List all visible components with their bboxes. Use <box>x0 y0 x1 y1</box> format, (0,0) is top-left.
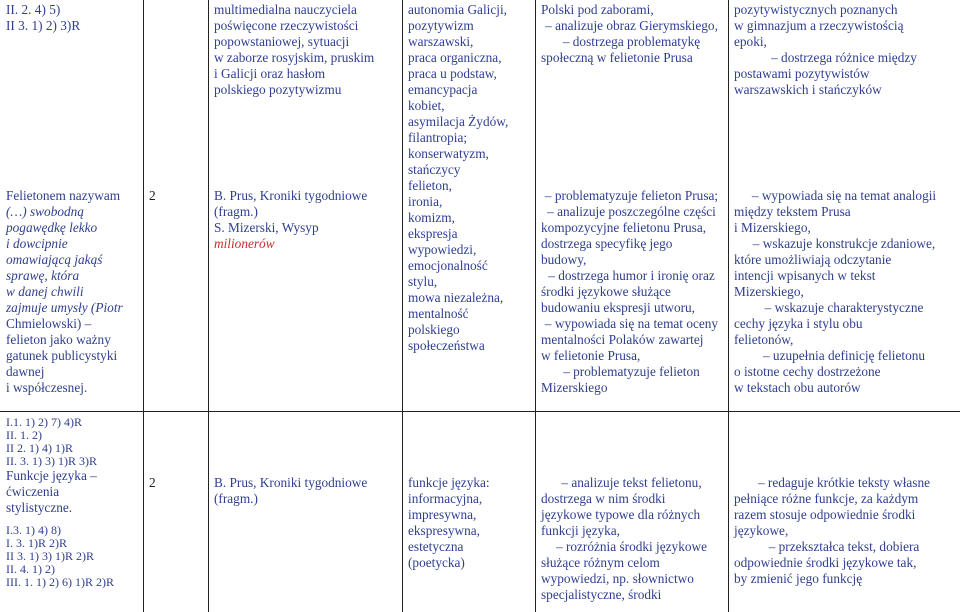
row1-topic-top: multimedialna nauczyciela poświęcone rzeczywistości popowstaniowej, sytuacji w zaborze rosyjskim, pruskim i Galicji oraz hasłom polskiego pozytywizmu <box>214 2 375 97</box>
row2-basic: – analizuje tekst felietonu, dostrzega w nim środki językowe typowe dla różnych funkcji języka, – rozróżnia środki językowe służące różnym celom wypowiedzi, np. słownictwo specjalistyczne, środki <box>541 475 707 602</box>
row1-extended: – wypowiada się na temat analogii między tekstem Prusa i Mizerskiego, – wskazuje konstrukcje zdaniowe, które umożliwiają odczytanie intencji wpisanych w tekst Mizerskiego, – wskazuje charakterystyczne cechy języka i stylu obu felietonów, – uzupełnia definicję felietonu o istotne cechy dostrzeżone w tekstach obu autorów <box>734 188 937 395</box>
row2-concepts: funkcje języka: informacyjna, impresywna, ekspresywna, estetyczna (poetycka) <box>408 475 490 570</box>
row1-hours: 2 <box>149 188 156 203</box>
row1-texts: B. Prus, Kroniki tygodniowe (fragm.) S. Mizerski, Wysyp milionerów <box>214 188 368 251</box>
row2-hours: 2 <box>149 475 156 490</box>
row1-concepts-top: autonomia Galicji, pozytywizm warszawski, praca organiczna, praca u podstaw, emancypacja kobiet, asymilacja Żydów, filantropia; konserwatyzm, stańczycy felieton, ironia, komizm, ekspresja wypowiedzi, emocjonalność stylu, mowa niezależna, mentalność polskiego społeczeństwa <box>408 2 509 353</box>
row1-definition: Felietonem nazywam (…) swobodną pogawędkę lekko i dowcipnie omawiającą jakąś sprawę, która w danej chwili zajmuje umysły (Piotr Chmielowski) – felieton jako ważny gatunek publicystyki dawnej i współczesnej. <box>6 188 123 395</box>
column-hours <box>143 0 208 612</box>
row1-extended-top: pozytywistycznych poznanych w gimnazjum a rzeczywistością epoki, – dostrzega różnice między postawami pozytywistów warszawskich i stańczyków <box>734 2 917 97</box>
row2-topic: I.1. 1) 2) 7) 4)R II. 1. 2) II 2. 1) 4) 1)R II. 3. 1) 3) 1)R 3)R Funkcje języka – ćwiczenia stylistyczne. I.3. 1) 4) 8) I. 3. 1)R 2)R II 3. 1) 3) 1)R 2)R II. 4. 1) 2) III. 1. 1) 2) 6) 1)R 2)R <box>6 415 114 589</box>
row-divider <box>0 411 960 412</box>
row1-basic: – problematyzuje felieton Prusa; – analizuje poszczególne części kompozycyjne felietonu Prusa, dostrzega specyfikę jego budowy, – dostrzega humor i ironię oraz środki językowe służące budowaniu ekspresji utworu, – wypowiada się na temat oceny mentalności Polaków zawartej w felietonie Prusa, – problematyzuje felieton Mizerskiego <box>541 188 719 395</box>
row2-texts: B. Prus, Kroniki tygodniowe (fragm.) <box>214 475 368 506</box>
row2-extended: – redaguje krótkie teksty własne pełniące różne funkcje, za każdym razem stosuje odpowiednie środki językowe, – przekształca tekst, dobiera odpowiednie środki językowe tak, by zmienić jego funkcję <box>734 475 931 586</box>
row1-codes: II. 2. 4) 5) II 3. 1) 2) 3)R <box>6 2 81 33</box>
row1-basic-top: Polski pod zaborami, – analizuje obraz Gierymskiego, – dostrzega problematykę społeczną w felietonie Prusa <box>541 2 718 65</box>
